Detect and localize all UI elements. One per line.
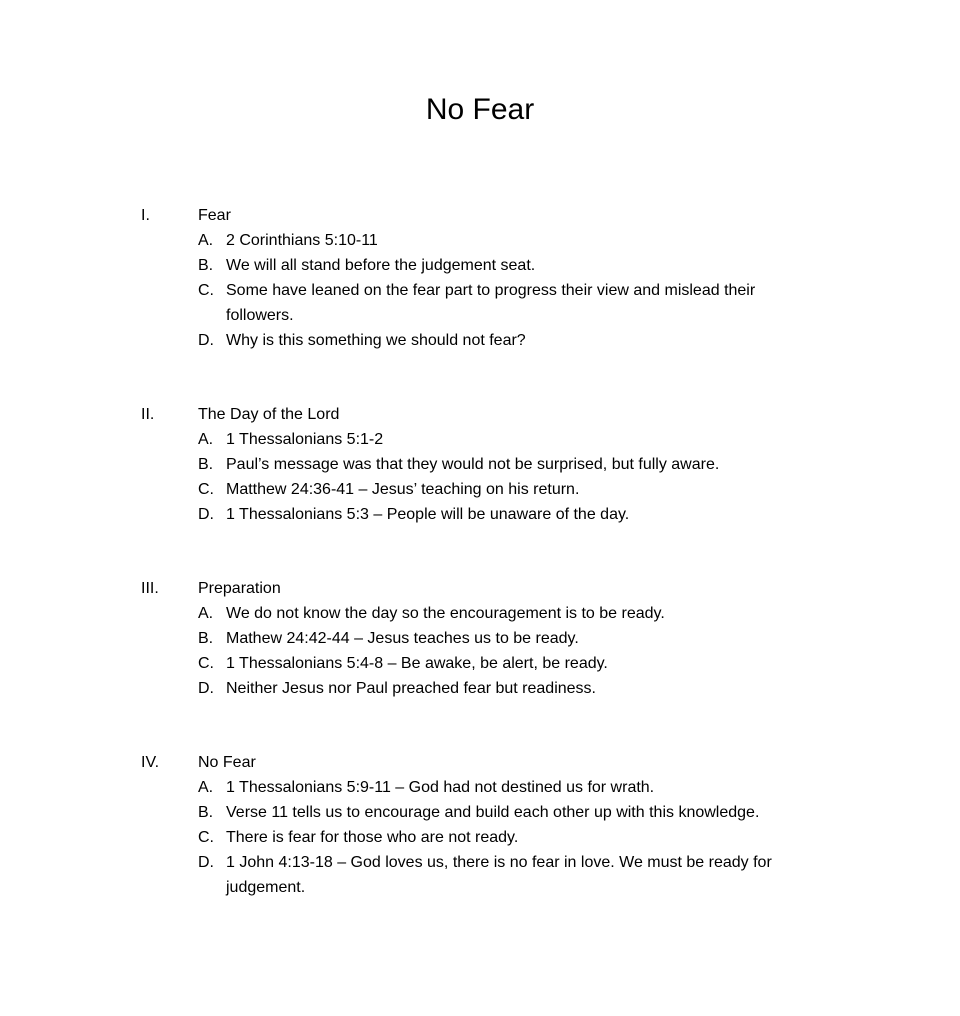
item-letter: C. <box>198 829 214 846</box>
list-item <box>198 626 818 651</box>
list-item <box>198 800 818 825</box>
section-numeral: I. <box>141 207 150 224</box>
list-item <box>198 477 818 502</box>
item-text: There is fear for those who are not ready. <box>226 829 519 846</box>
item-letter: B. <box>198 804 214 821</box>
item-text: Why is this something we should not fear? <box>226 332 526 349</box>
list-item <box>198 278 818 328</box>
section-heading: No Fear <box>198 754 256 771</box>
list-item <box>198 427 818 452</box>
item-letter: A. <box>198 431 214 448</box>
section-numeral: IV. <box>141 754 160 771</box>
item-letter: B. <box>198 456 214 473</box>
section-heading: The Day of the Lord <box>198 406 340 423</box>
item-text: 1 Thessalonians 5:9-11 – God had not destined us for wrath. <box>226 779 655 796</box>
list-item <box>198 850 818 900</box>
list-item <box>198 775 818 800</box>
item-text: We do not know the day so the encouragement is to be ready. <box>226 605 665 622</box>
item-letter: A. <box>198 605 214 622</box>
item-letter: D. <box>198 332 214 349</box>
list-item <box>198 825 818 850</box>
list-item <box>198 253 818 278</box>
item-text: Mathew 24:42-44 – Jesus teaches us to be ready. <box>226 630 579 647</box>
item-letter: C. <box>198 481 214 498</box>
section-items <box>198 775 818 900</box>
item-letter: B. <box>198 257 214 274</box>
item-text: Paul’s message was that they would not be surprised, but fully aware. <box>226 456 720 473</box>
section-heading: Fear <box>198 207 231 224</box>
section-heading: Preparation <box>198 580 281 597</box>
item-letter: D. <box>198 506 214 523</box>
item-text: 1 John 4:13-18 – God loves us, there is no fear in love. We must be ready for judgement. <box>226 854 772 896</box>
list-item <box>198 452 818 477</box>
list-item <box>198 502 818 527</box>
page-title: No Fear <box>425 93 535 126</box>
item-text: Matthew 24:36-41 – Jesus’ teaching on his return. <box>226 481 580 498</box>
item-text: Some have leaned on the fear part to progress their view and mislead their followers. <box>226 282 756 324</box>
item-text: 1 Thessalonians 5:3 – People will be unaware of the day. <box>226 506 630 523</box>
section-items <box>198 427 818 527</box>
item-letter: C. <box>198 282 214 299</box>
item-text: Neither Jesus nor Paul preached fear but readiness. <box>226 680 596 697</box>
section-items <box>198 228 818 353</box>
section-items <box>198 601 818 701</box>
list-item <box>198 601 818 626</box>
item-letter: D. <box>198 680 214 697</box>
item-letter: A. <box>198 779 214 796</box>
item-text: 1 Thessalonians 5:1-2 <box>226 431 384 448</box>
item-text: We will all stand before the judgement seat. <box>226 257 536 274</box>
item-letter: C. <box>198 655 214 672</box>
section-numeral: II. <box>141 406 155 423</box>
item-letter: D. <box>198 854 214 871</box>
item-letter: A. <box>198 232 214 249</box>
section-numeral: III. <box>141 580 159 597</box>
list-item <box>198 651 818 676</box>
item-text: Verse 11 tells us to encourage and build each other up with this knowledge. <box>226 804 760 821</box>
item-letter: B. <box>198 630 214 647</box>
item-text: 2 Corinthians 5:10-11 <box>226 232 378 249</box>
list-item <box>198 228 818 253</box>
list-item <box>198 328 818 353</box>
list-item <box>198 676 818 701</box>
item-text: 1 Thessalonians 5:4-8 – Be awake, be alert, be ready. <box>226 655 608 672</box>
